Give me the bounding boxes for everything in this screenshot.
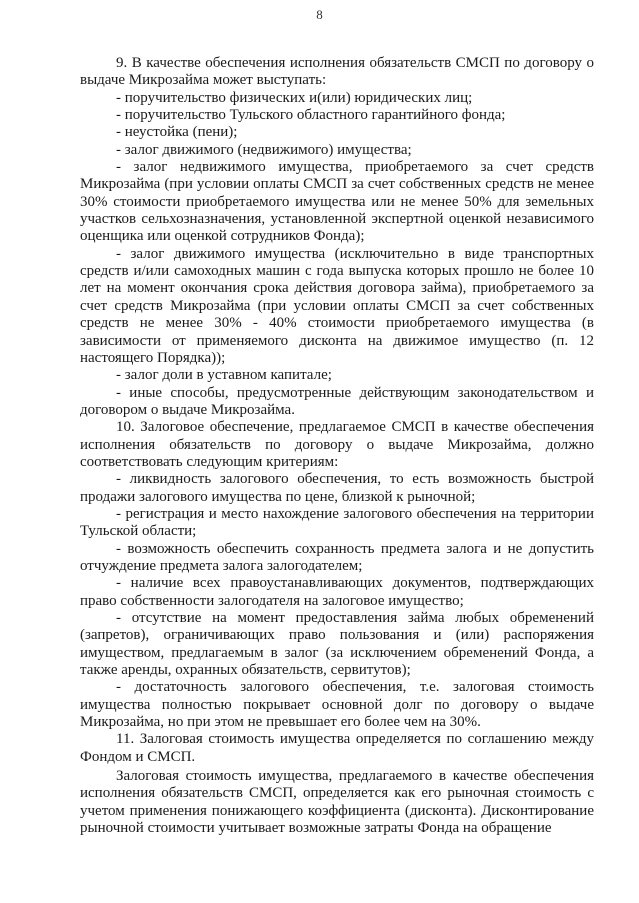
page-number: 8 xyxy=(316,7,323,22)
clause-11: 11. Залоговая стоимость имущества определяется по соглашению между Фондом и СМСП. xyxy=(80,731,594,765)
clause-10-intro: 10. Залоговое обеспечение, предлагаемое СМСП в качестве обеспечения исполнения обязательств по договору о выдаче Микрозайма, должно соответствовать следующим критериям: xyxy=(80,419,594,470)
list-item: - залог недвижимого имущества, приобретаемого за счет средств Микрозайма (при условии оплаты СМСП за счет собственных средств не менее 30% стоимости приобретаемого имущества или не менее 50% для земельных участков сельхозназначения, установленной экспертной оценкой независимого оценщика или оценкой сотрудников Фонда); xyxy=(80,159,594,245)
list-item: - поручительство физических и(или) юридических лиц; xyxy=(116,89,473,106)
list-item: - иные способы, предусмотренные действующим законодательством и договором о выдаче Микрозайма. xyxy=(80,384,594,418)
list-item: - залог доли в уставном капитале; xyxy=(116,367,332,384)
list-item: - поручительство Тульского областного гарантийного фонда; xyxy=(116,107,506,124)
list-item: - регистрация и место нахождение залогового обеспечения на территории Тульской области; xyxy=(80,505,594,540)
list-item: - достаточность залогового обеспечения, т.е. залоговая стоимость имущества полностью покрывает основной долг по договору о выдаче Микрозайма, но при этом не превышает его более чем на 30%. xyxy=(80,679,594,731)
list-item: - ликвидность залогового обеспечения, то есть возможность быстрой продажи залогового имущества по цене, близкой к рыночной; xyxy=(80,471,594,505)
document-body xyxy=(80,55,594,837)
list-item: - залог движимого (недвижимого) имущества; xyxy=(116,141,412,158)
list-item: - отсутствие на момент предоставления займа любых обременений (запретов), ограничивающих право пользования и (или) распоряжения имуществом, предлагаемым в залог (за исключением обременений Фонда, а также аренды, охранных обязательств, сервитутов); xyxy=(80,610,594,679)
list-item: - наличие всех правоустанавливающих документов, подтверждающих право собственности залогодателя на залоговое имущество; xyxy=(80,575,594,609)
clause-9-intro: 9. В качестве обеспечения исполнения обязательств СМСП по договору о выдаче Микрозайма может выступать: xyxy=(80,55,594,89)
list-item: - залог движимого имущества (исключительно в виде транспортных средств и/или самоходных машин с года выпуска которых прошло не более 10 лет на момент окончания срока действия договора займа), приобретаемого за счет средств Микрозайма (при условии оплаты СМСП за счет собственных средств не менее 30% - 40% стоимости приобретаемого имущества (в зависимости от применяемого дисконта на движимое имущество (п. 12 настоящего Порядка)); xyxy=(80,245,594,366)
list-item: - неустойка (пени); xyxy=(116,124,238,141)
list-item: - возможность обеспечить сохранность предмета залога и не допустить отчуждение предмета залога залогодателем; xyxy=(80,540,594,574)
paragraph: Залоговая стоимость имущества, предлагаемого в качестве обеспечения исполнения обязательств СМСП, определяется как его рыночная стоимость с учетом применения понижающего коэффициента (дисконта). Дисконтирование рыночной стоимости учитывает возможные затраты Фонда на обращение xyxy=(80,768,594,837)
